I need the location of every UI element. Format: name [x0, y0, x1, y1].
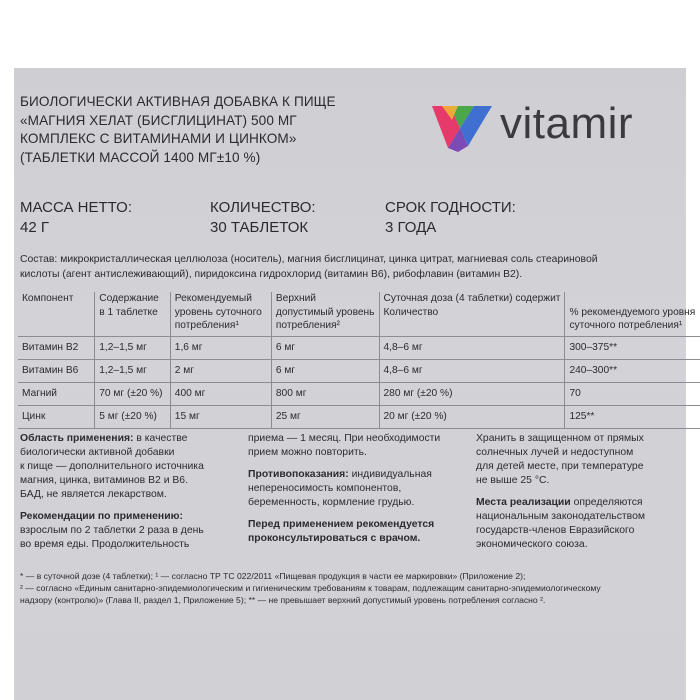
cell-amount: 20 мг (±20 %)	[379, 406, 565, 429]
cell-percent: 240–300**	[565, 360, 700, 383]
contraindications-heading: Противопоказания:	[248, 469, 349, 480]
header-content-line: Содержание	[99, 293, 159, 304]
quantity-label: КОЛИЧЕСТВО:	[210, 199, 316, 216]
cell-percent: 125**	[565, 406, 700, 429]
nutrition-table	[18, 292, 700, 429]
contraindications-column	[248, 432, 468, 546]
contra-line: непереносимость компонентов,	[248, 483, 402, 494]
title-line: (ТАБЛЕТКИ МАССОЙ 1400 МГ±10 %)	[20, 149, 261, 165]
header-recommended-line: Рекомендуемый	[174, 293, 252, 304]
table-row	[18, 406, 700, 429]
before-use-heading: Перед применением рекомендуется	[248, 519, 435, 530]
contra-line: беременность, кормление грудью.	[248, 497, 415, 508]
cell-percent: 70	[565, 383, 700, 406]
header-content	[95, 292, 171, 337]
cell-name: Витамин В2	[22, 342, 79, 353]
composition	[20, 253, 680, 282]
area-heading: Область применения:	[20, 433, 134, 444]
composition-line: кислоты (агент антислеживающий), пиридоксина гидрохлорид (витамин В6), рибофлавин (витамин В2).	[20, 268, 523, 280]
table-row	[18, 383, 700, 406]
continuation-line: прием можно повторить.	[248, 447, 367, 458]
product-title	[20, 93, 440, 167]
header-upper	[271, 292, 379, 337]
contra-line: индивидуальная	[348, 469, 432, 480]
header-daily-dose-spacer	[569, 292, 696, 306]
shelf-life	[385, 198, 516, 238]
header-daily-dose: Суточная доза (4 таблетки) содержит	[383, 293, 561, 304]
area-first-line	[20, 432, 240, 446]
header-percent-line: % рекомендуемого уровня	[569, 306, 696, 318]
recommendations-heading: Рекомендации по применению:	[20, 511, 183, 522]
footnote-line: * — в суточной дозе (4 таблетки); ¹ — согласно ТР ТС 022/2011 «Пищевая продукция в части ее маркировки» (Приложение 2);	[20, 571, 526, 581]
brand-name: vitamir	[500, 99, 634, 148]
place-line: определяются	[570, 497, 643, 508]
header-content-line: в 1 таблетке	[99, 306, 158, 318]
footnote-line: ² — согласно «Единым санитарно-эпидемиологическим и гигиеническим требованиям к товарам, подлежащим санитарно-эпидемиологическому	[20, 583, 601, 593]
header-upper-line: потребления²	[275, 320, 340, 331]
cell-upper: 25 мг	[271, 406, 379, 429]
contra-first-line	[248, 468, 468, 482]
storage-line: для детей месте, при температуре	[476, 461, 644, 472]
storage-column	[476, 432, 686, 552]
title-line: БИОЛОГИЧЕСКИ АКТИВНАЯ ДОБАВКА К ПИЩЕ	[20, 94, 336, 109]
header-percent-line: суточного потребления¹	[569, 320, 683, 331]
cell-amount: 4,8–6 мг	[379, 360, 565, 383]
cell-name: Цинк	[22, 411, 46, 422]
area-line: к пище — дополнительного источника	[20, 461, 204, 472]
quantity	[210, 198, 316, 238]
cell-upper: 6 мг	[271, 337, 379, 360]
title-line: «МАГНИЯ ХЕЛАТ (БИСГЛИЦИНАТ) 500 МГ	[20, 112, 297, 128]
area-line: биологически активной добавки	[20, 447, 175, 458]
area-line: БАД, не является лекарством.	[20, 489, 167, 500]
title-line: КОМПЛЕКС С ВИТАМИНАМИ И ЦИНКОМ»	[20, 131, 297, 146]
cell-recommended: 15 мг	[170, 406, 271, 429]
spacer	[476, 488, 686, 496]
header-daily-amount	[379, 292, 565, 337]
cell-content: 1,2–1,5 мг	[95, 337, 171, 360]
cell-name: Магний	[22, 388, 57, 399]
composition-line: Состав: микрокристаллическая целлюлоза (носитель), магния бисглицинат, цинка цитрат, магниевая соль стеариновой	[20, 254, 598, 265]
recommendations-line: взрослым по 2 таблетки 2 раза в день	[20, 525, 204, 536]
recommendations-line: во время еды. Продолжительность	[20, 539, 190, 550]
shelf-life-label: СРОК ГОДНОСТИ:	[385, 199, 516, 216]
header-upper-line: допустимый уровень	[275, 306, 375, 318]
usage-column	[20, 432, 240, 552]
cell-name: Витамин В6	[22, 365, 79, 376]
footnotes	[20, 570, 690, 606]
cell-amount: 4,8–6 мг	[379, 337, 565, 360]
spacer	[248, 460, 468, 468]
storage-line: солнечных лучей и недоступном	[476, 447, 634, 458]
header-percent	[565, 292, 700, 337]
area-line: магния, цинка, витаминов В2 и В6.	[20, 475, 188, 486]
quantity-value: 30 ТАБЛЕТОК	[210, 219, 309, 236]
header-recommended-line: уровень суточного	[174, 306, 262, 318]
net-mass	[20, 198, 132, 238]
header-component: Компонент	[22, 293, 74, 304]
cell-upper: 6 мг	[271, 360, 379, 383]
spacer	[248, 510, 468, 518]
cell-content: 1,2–1,5 мг	[95, 360, 171, 383]
header-amount: Количество	[383, 306, 439, 318]
cell-recommended: 1,6 мг	[170, 337, 271, 360]
place-line: национальным законодательством	[476, 511, 645, 522]
cell-recommended: 2 мг	[170, 360, 271, 383]
cell-recommended: 400 мг	[170, 383, 271, 406]
header-upper-line: Верхний	[275, 293, 316, 304]
storage-line: Хранить в защищенном от прямых	[476, 433, 644, 444]
place-line: государств-членов Евразийского	[476, 525, 635, 536]
shelf-life-value: 3 ГОДА	[385, 219, 437, 236]
header-recommended	[170, 292, 271, 337]
place-first-line	[476, 496, 686, 510]
net-mass-value: 42 Г	[20, 219, 49, 236]
place-heading: Места реализации	[476, 497, 571, 508]
cell-content: 70 мг (±20 %)	[95, 383, 171, 406]
before-use-line: проконсультироваться с врачом.	[248, 533, 421, 544]
storage-line: не выше 25 °С.	[476, 475, 550, 486]
spacer	[20, 502, 240, 510]
cell-percent: 300–375**	[565, 337, 700, 360]
header-recommended-line: потребления¹	[174, 320, 239, 331]
cell-upper: 800 мг	[271, 383, 379, 406]
continuation-line: приема — 1 месяц. При необходимости	[248, 433, 441, 444]
table-header-row	[18, 292, 700, 337]
footnote-line: надзору (контролю)» (Глава II, раздел 1, Приложение 5); ** — не превышает верхний допустимый уровень потребления согласно ².	[20, 595, 546, 605]
table-row	[18, 337, 700, 360]
area-line: в качестве	[133, 433, 188, 444]
table-row	[18, 360, 700, 383]
net-mass-label: МАССА НЕТТО:	[20, 199, 133, 216]
cell-content: 5 мг (±20 %)	[95, 406, 171, 429]
place-line: экономического союза.	[476, 539, 588, 550]
cell-amount: 280 мг (±20 %)	[379, 383, 565, 406]
